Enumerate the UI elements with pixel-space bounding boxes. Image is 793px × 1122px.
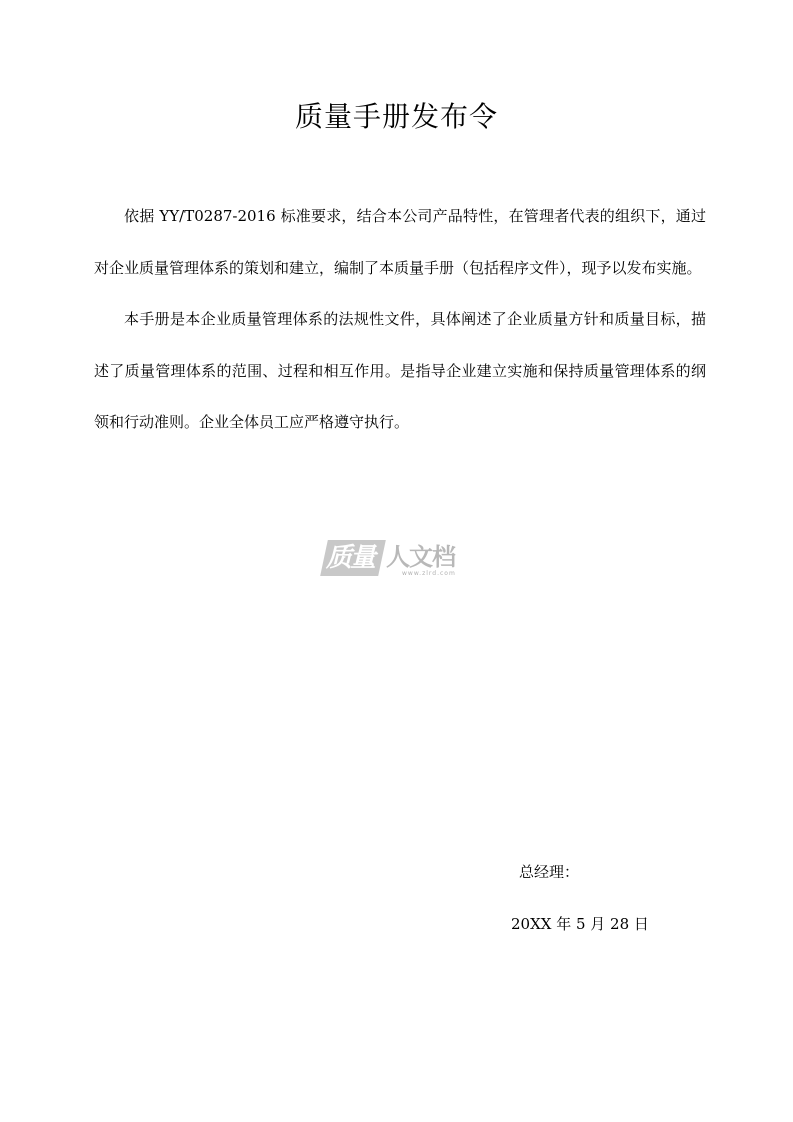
watermark-text: 人文档 [386, 543, 455, 571]
document-body [94, 191, 706, 449]
watermark-box-text: 质量 [326, 543, 375, 573]
signature-label: 总经理： [519, 863, 580, 881]
watermark-logo [324, 540, 466, 580]
document-date: 20XX 年 5 月 28 日 [511, 915, 649, 933]
paragraph-1: 依据 YY/T0287-2016 标准要求，结合本公司产品特性，在管理者代表的组织下，通过对企业质量管理体系的策划和建立，编制了本质量手册（包括程序文件），现予以发布实施。 [94, 207, 706, 277]
document-title: 质量手册发布令 [294, 100, 498, 133]
watermark-url: www.zlrd.com [402, 570, 456, 577]
paragraph-2: 本手册是本企业质量管理体系的法规性文件，具体阐述了企业质量方针和质量目标，描述了质量管理体系的范围、过程和相互作用。是指导企业建立实施和保持质量管理体系的纲领和行动准则。企业全体员工应严格遵守执行。 [94, 310, 706, 431]
